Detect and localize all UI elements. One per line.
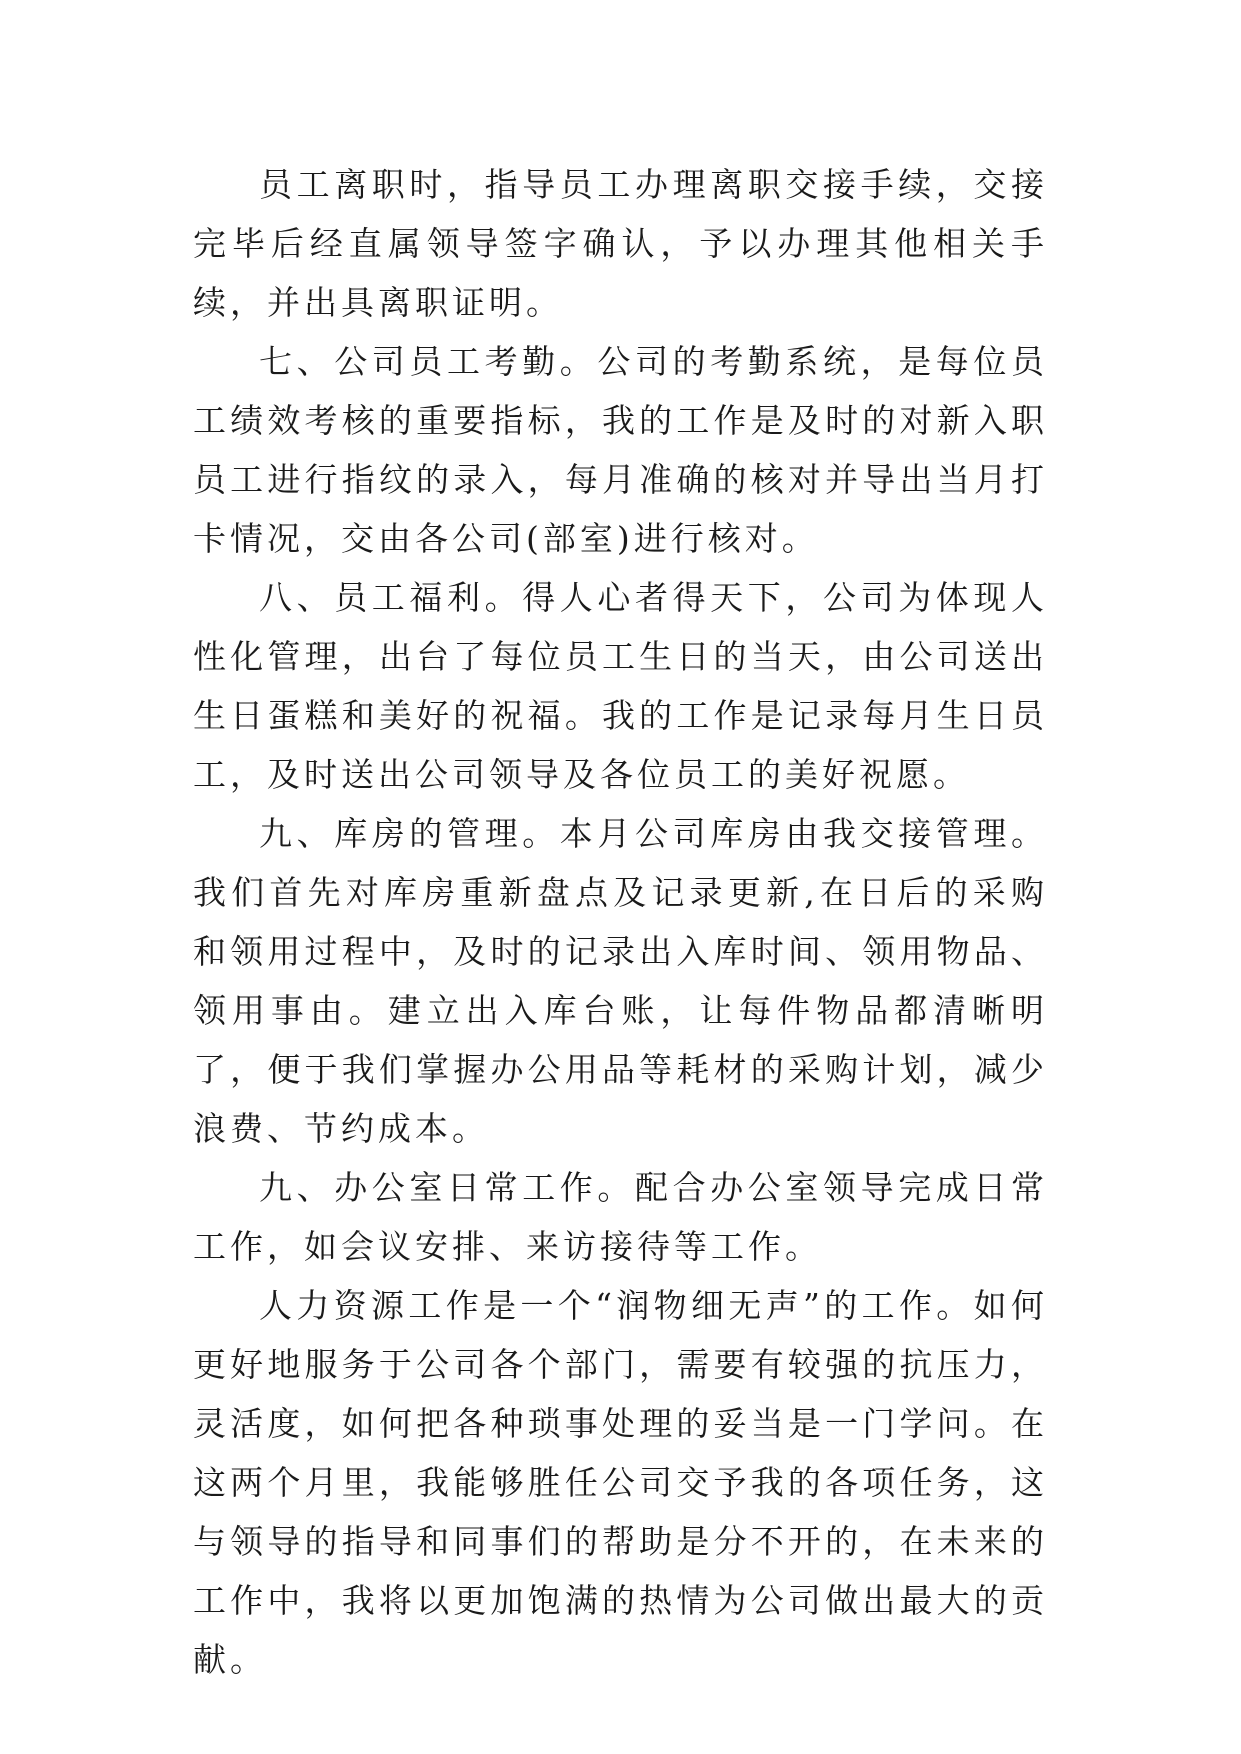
paragraph-welfare: 八、员工福利。得人心者得天下，公司为体现人性化管理，出台了每位员工生日的当天，由公司送出生日蛋糕和美好的祝福。我的工作是记录每月生日员工，及时送出公司领导及各位员工的美好祝愿。	[193, 578, 1048, 794]
paragraph-warehouse: 九、库房的管理。本月公司库房由我交接管理。我们首先对库房重新盘点及记录更新,在日后的采购和领用过程中，及时的记录出入库时间、领用物品、领用事由。建立出入库台账，让每件物品都清晰明了，便于我们掌握办公用品等耗材的采购计划，减少浪费、节约成本。	[193, 814, 1048, 1148]
paragraph-resignation: 员工离职时，指导员工办理离职交接手续，交接完毕后经直属领导签字确认，予以办理其他相关手续，并出具离职证明。	[193, 165, 1048, 322]
paragraph-conclusion: 人力资源工作是一个“润物细无声”的工作。如何更好地服务于公司各个部门，需要有较强的抗压力，灵活度，如何把各种琐事处理的妥当是一门学问。在这两个月里，我能够胜任公司交予我的各项任务，这与领导的指导和同事们的帮助是分不开的，在未来的工作中，我将以更加饱满的热情为公司做出最大的贡献。	[193, 1286, 1048, 1679]
paragraph-office-work: 九、办公室日常工作。配合办公室领导完成日常工作，如会议安排、来访接待等工作。	[193, 1168, 1048, 1266]
paragraph-attendance: 七、公司员工考勤。公司的考勤系统，是每位员工绩效考核的重要指标，我的工作是及时的对新入职员工进行指纹的录入，每月准确的核对并导出当月打卡情况，交由各公司(部室)进行核对。	[193, 342, 1048, 558]
document-body	[193, 155, 1048, 1689]
